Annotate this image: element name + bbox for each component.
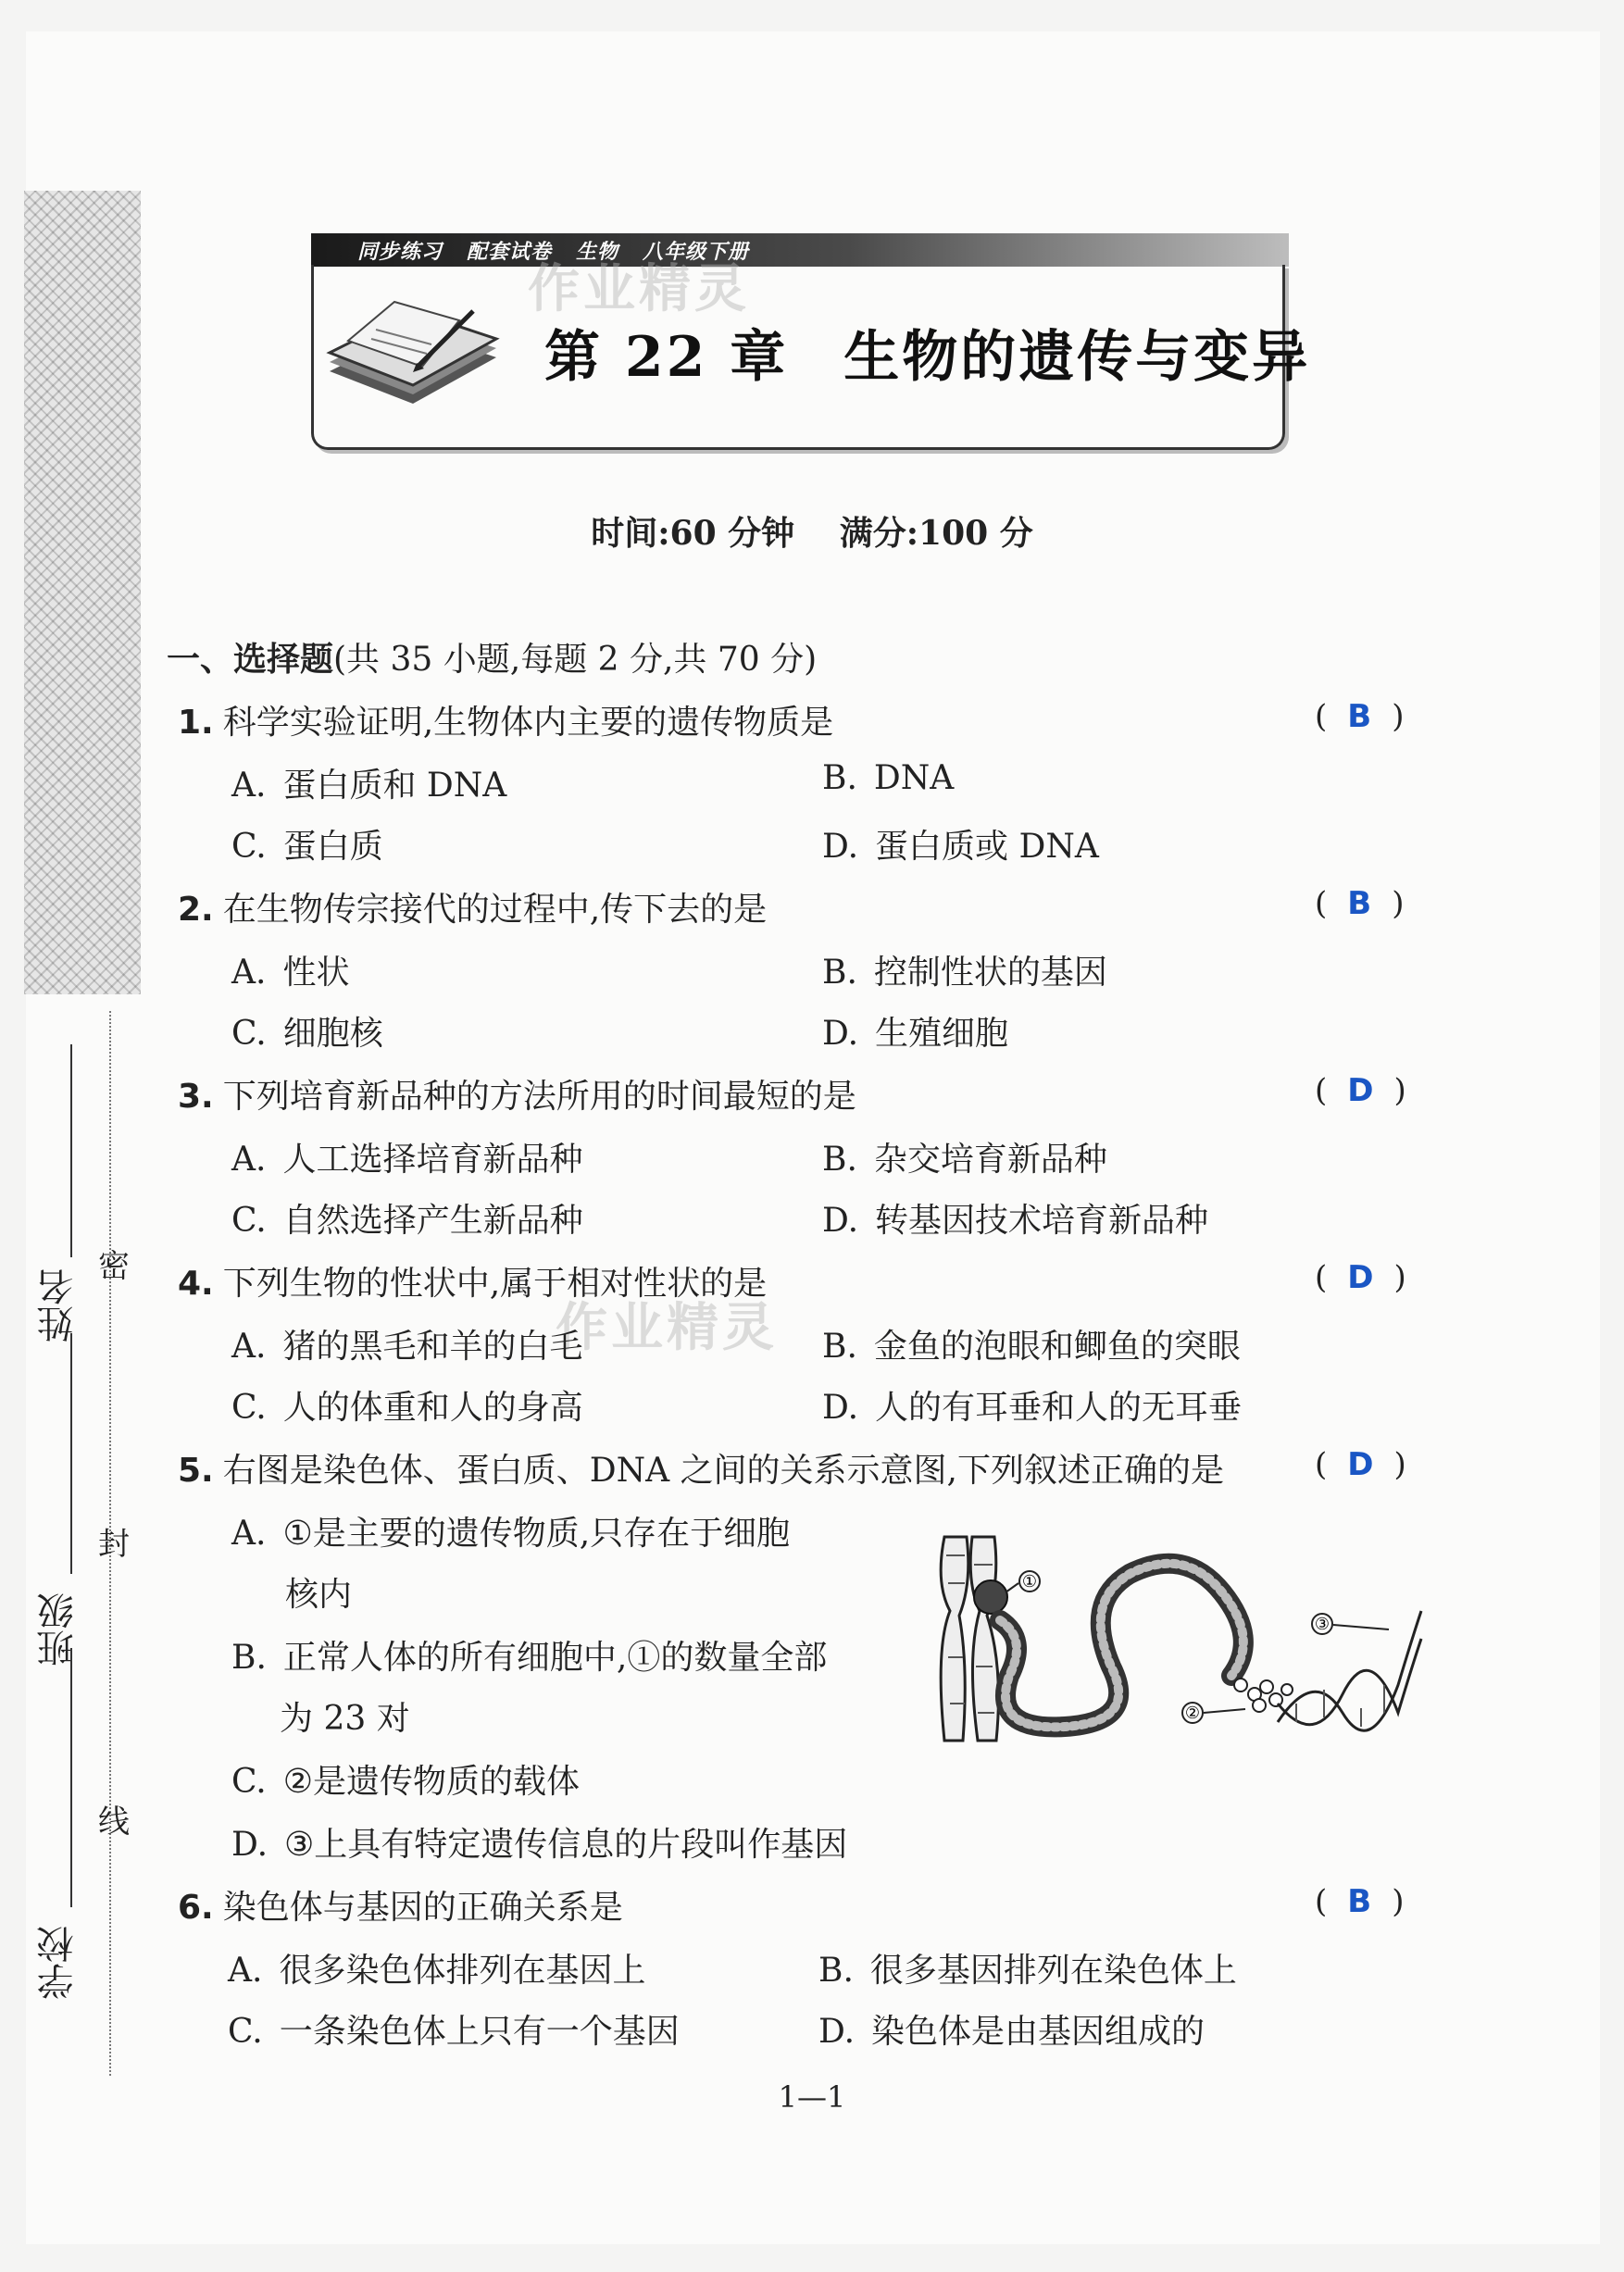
figure-label-2: ②: [1184, 1704, 1201, 1723]
seal-char-xian: 线: [98, 1804, 130, 1841]
option-5c[interactable]: C. ②是遗传物质的载体: [231, 1763, 580, 1801]
answer-letter: D: [1347, 1446, 1374, 1483]
section-note: (共 35 小题,每题 2 分,共 70 分): [333, 641, 818, 679]
series-item: 生物: [576, 239, 619, 264]
binding-pattern-strip: [24, 191, 141, 994]
chapter-name: 生物的遗传与变异: [843, 325, 1311, 390]
option-3a[interactable]: A. 人工选择培育新品种: [231, 1141, 583, 1179]
name-label: 姓名: [37, 1268, 80, 1342]
school-label: 学校: [37, 1926, 80, 2000]
option-5a[interactable]: A. ①是主要的遗传物质,只存在于细胞: [231, 1515, 791, 1553]
figure-label-3: ③: [1314, 1615, 1330, 1634]
book-pencil-icon: [320, 283, 506, 422]
answer-letter: B: [1347, 885, 1372, 922]
answer-letter: B: [1347, 698, 1372, 735]
answer-3: ( D ): [1315, 1072, 1406, 1109]
question-6: 6. 染色体与基因的正确关系是: [178, 1889, 623, 1927]
answer-letter: B: [1347, 1883, 1372, 1920]
option-1c[interactable]: C. 蛋白质: [231, 828, 383, 866]
question-number: 1.: [178, 704, 214, 742]
question-5: 5. 右图是染色体、蛋白质、DNA 之间的关系示意图,下列叙述正确的是: [178, 1452, 1224, 1490]
option-2b[interactable]: B. 控制性状的基因: [822, 954, 1107, 992]
option-2a[interactable]: A. 性状: [231, 954, 350, 992]
option-3c[interactable]: C. 自然选择产生新品种: [231, 1202, 583, 1240]
option-3d[interactable]: D. 转基因技术培育新品种: [822, 1202, 1209, 1240]
option-5a-cont: 核内: [285, 1576, 353, 1614]
chromosome-dna-diagram: [926, 1528, 1426, 1759]
answer-letter: D: [1347, 1259, 1374, 1296]
watermark: 作业精灵: [528, 259, 750, 319]
series-banner: [311, 233, 1289, 267]
option-2d[interactable]: D. 生殖细胞: [822, 1015, 1009, 1053]
option-4a[interactable]: A. 猪的黑毛和羊的白毛: [231, 1328, 583, 1366]
option-6c[interactable]: C. 一条染色体上只有一个基因: [228, 2013, 680, 2051]
section-heading: 一、选择题: [167, 641, 334, 679]
seal-char-feng: 封: [98, 1526, 130, 1563]
answer-letter: D: [1347, 1072, 1374, 1109]
answer-4: ( D ): [1315, 1259, 1406, 1296]
class-blank-line[interactable]: [70, 1333, 72, 1574]
option-1d[interactable]: D. 蛋白质或 DNA: [822, 828, 1099, 866]
option-6a[interactable]: A. 很多染色体排列在基因上: [228, 1952, 646, 1990]
seal-char-mi: 密: [98, 1248, 130, 1285]
option-1a[interactable]: A. 蛋白质和 DNA: [231, 767, 507, 805]
exam-score: 满分:100 分: [839, 514, 1033, 553]
watermark: 作业精灵: [556, 1298, 778, 1358]
name-blank-line[interactable]: [70, 1044, 72, 1257]
question-1: [178, 696, 1418, 743]
chapter-title: [544, 313, 1310, 393]
option-2c[interactable]: C. 细胞核: [231, 1015, 383, 1053]
option-1b[interactable]: B. DNA: [822, 759, 955, 797]
option-6b[interactable]: B. 很多基因排列在染色体上: [818, 1952, 1237, 1990]
option-5b-cont: 为 23 对: [280, 1700, 410, 1738]
figure-label-1: ①: [1021, 1572, 1038, 1592]
answer-2: ( B ): [1315, 885, 1405, 922]
question-4: 4. 下列生物的性状中,属于相对性状的是: [178, 1265, 768, 1303]
series-item: 同步练习: [357, 239, 443, 264]
section-title: [167, 633, 817, 680]
question-2: 2. 在生物传宗接代的过程中,传下去的是: [178, 891, 768, 929]
answer-6: ( B ): [1315, 1883, 1405, 1920]
question-3: 3. 下列培育新品种的方法所用的时间最短的是: [178, 1078, 856, 1116]
class-label: 班级: [37, 1592, 80, 1667]
option-5b[interactable]: B. 正常人体的所有细胞中,①的数量全部: [231, 1639, 828, 1677]
option-4c[interactable]: C. 人的体重和人的身高: [231, 1389, 583, 1427]
option-6d[interactable]: D. 染色体是由基因组成的: [818, 2013, 1206, 2051]
option-3b[interactable]: B. 杂交培育新品种: [822, 1141, 1107, 1179]
option-5d[interactable]: D. ③上具有特定遗传信息的片段叫作基因: [231, 1826, 848, 1864]
series-item: 八年级下册: [643, 239, 750, 264]
exam-info: [0, 507, 1624, 555]
option-4d[interactable]: D. 人的有耳垂和人的无耳垂: [822, 1389, 1243, 1427]
chapter-number: 第 22 章: [544, 325, 789, 390]
exam-time: 时间:60 分钟: [591, 514, 795, 553]
page-number: 1—1: [778, 2079, 846, 2115]
answer-1: ( B ): [1315, 698, 1405, 735]
series-item: 配套试卷: [467, 239, 553, 264]
answer-5: ( D ): [1315, 1446, 1406, 1483]
question-text: 科学实验证明,生物体内主要的遗传物质是: [222, 704, 834, 742]
option-4b[interactable]: B. 金鱼的泡眼和鲫鱼的突眼: [822, 1328, 1241, 1366]
chromosome-shape: [941, 1537, 998, 1741]
school-blank-line[interactable]: [70, 1648, 72, 1907]
